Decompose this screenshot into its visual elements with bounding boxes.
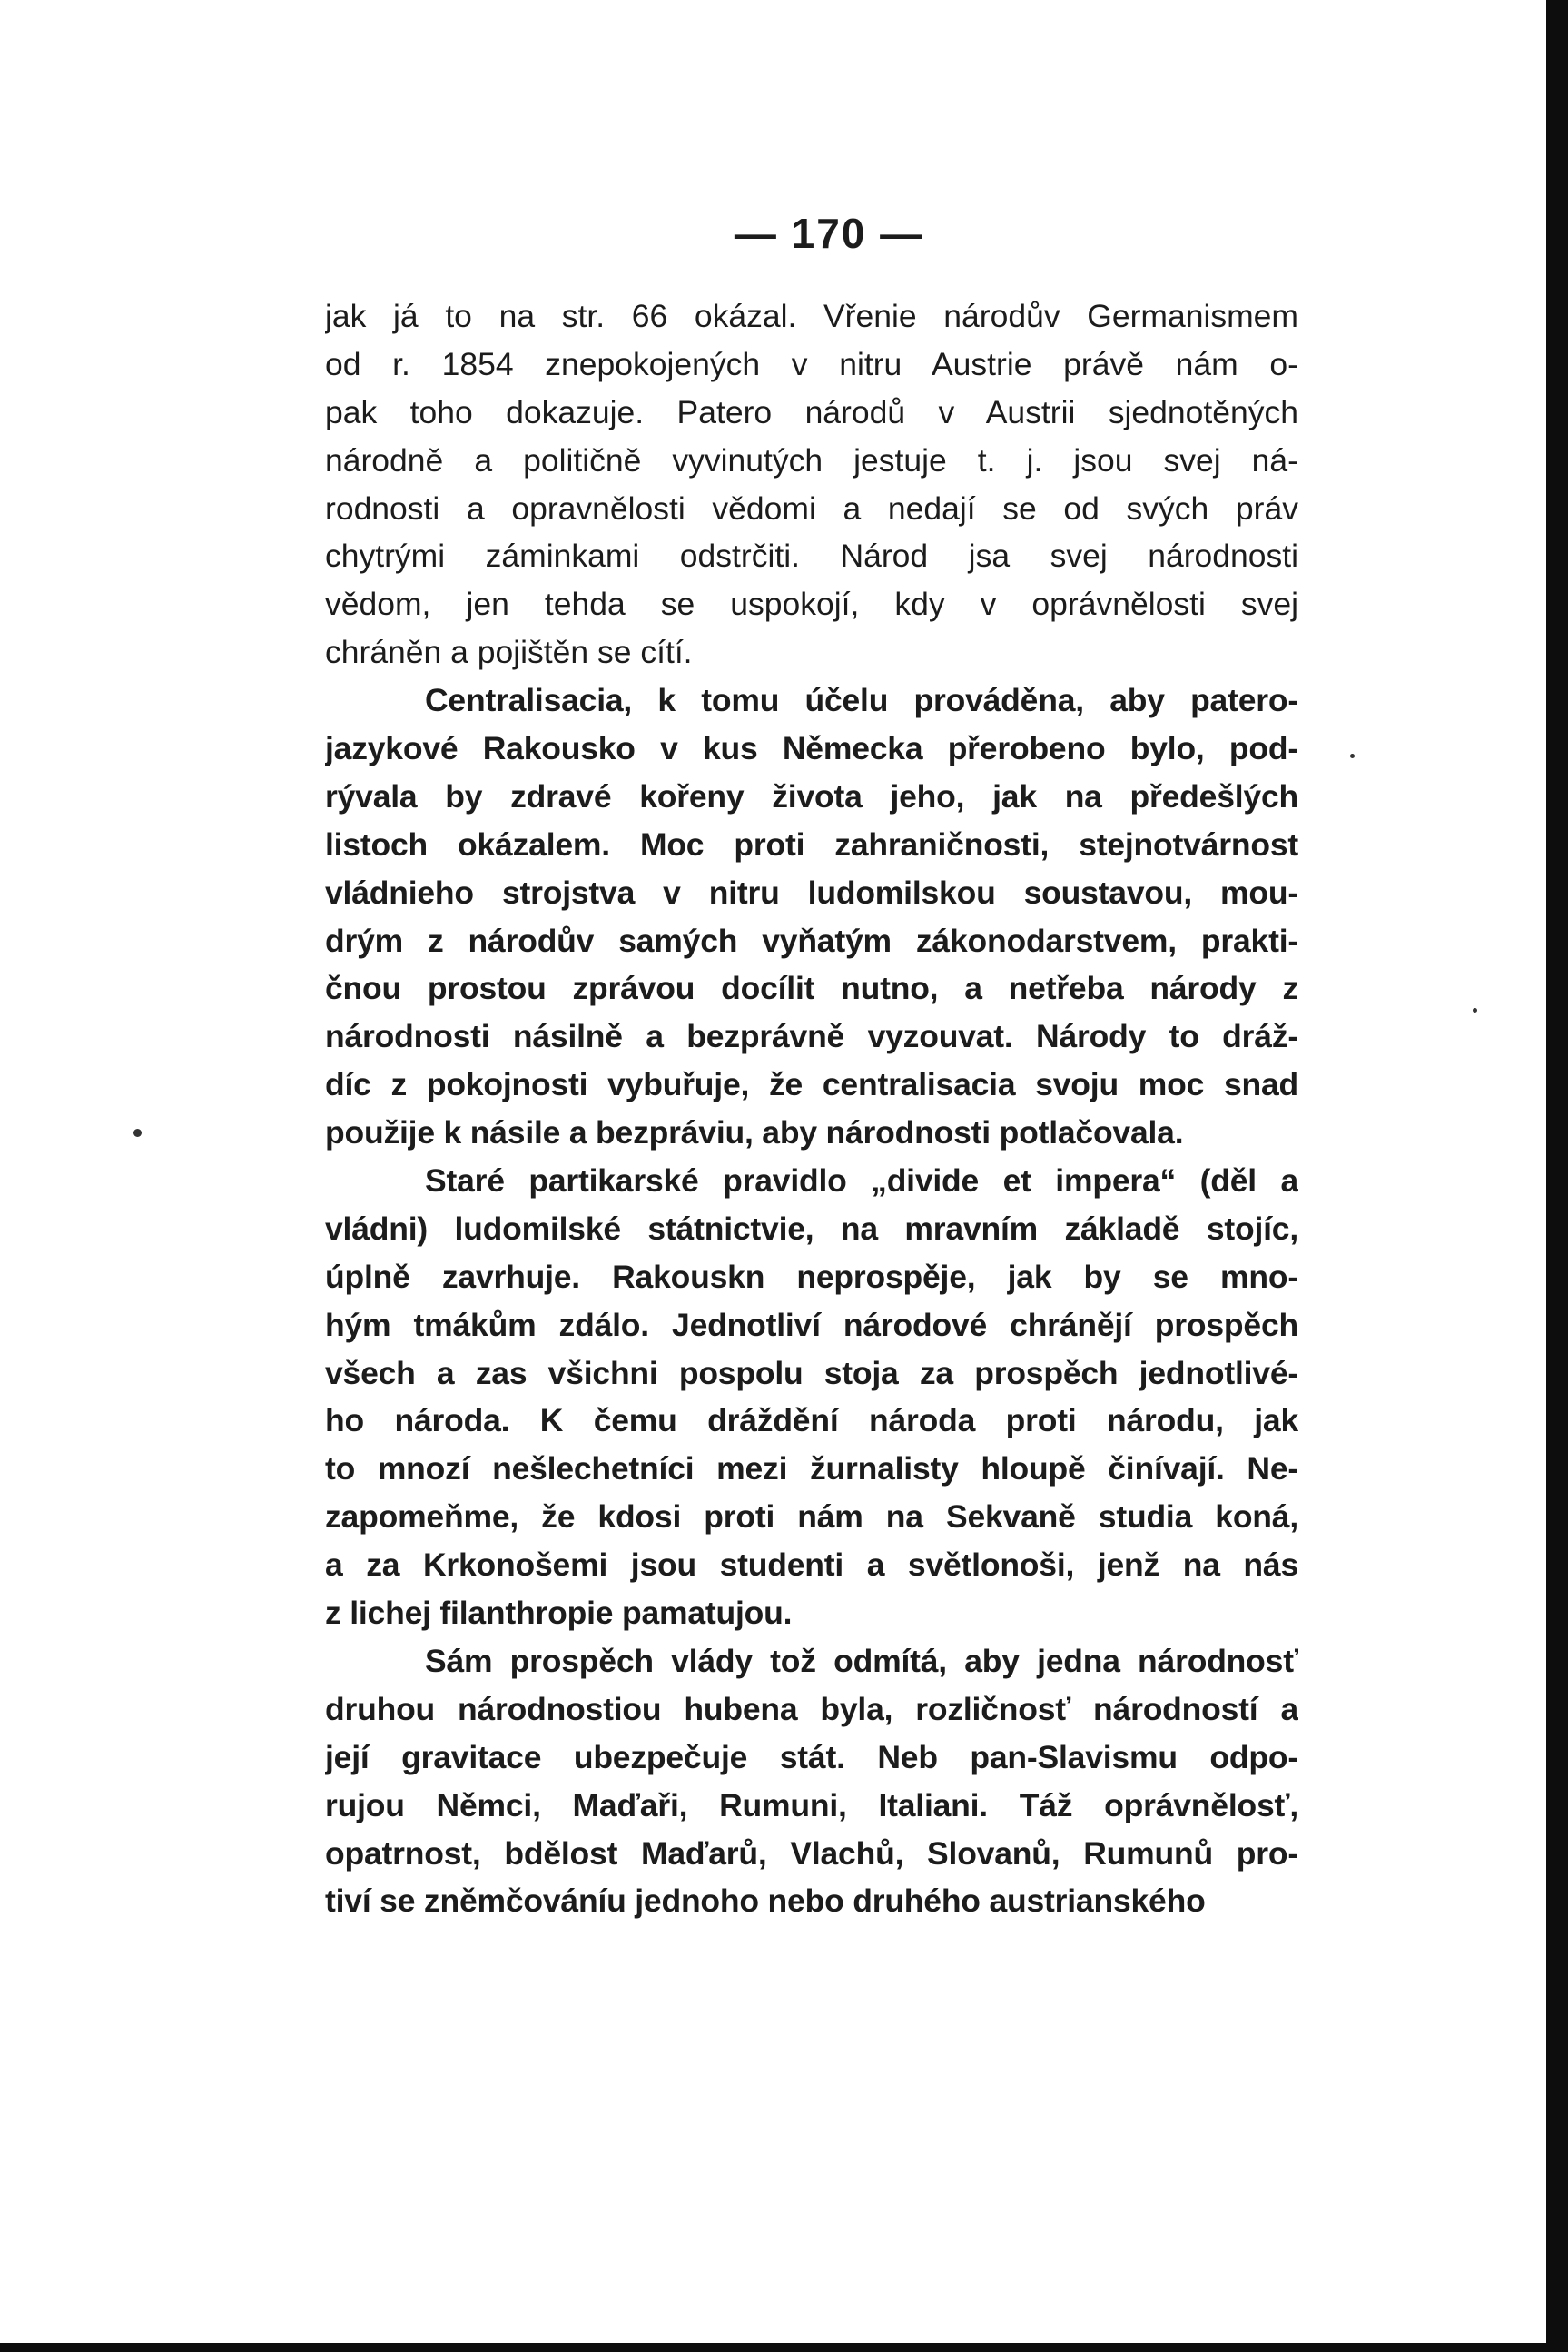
page-number: — 170 — bbox=[734, 210, 924, 257]
text-line: z lichej filanthropie pamatujou. bbox=[325, 1595, 793, 1632]
text-line: Sám prospěch vlády tož odmítá, aby jedna národnosť bbox=[425, 1642, 1298, 1679]
text-line: to mnozí nešlechetníci mezi žurnalisty hloupě činívají. Ne- bbox=[325, 1450, 1298, 1487]
text-line: použije k násile a bezpráviu, aby národnosti potlačovala. bbox=[325, 1114, 1184, 1151]
text-line: od r. 1854 znepokojených v nitru Austrie právě nám o- bbox=[325, 345, 1298, 382]
text-line: jak já to na str. 66 okázal. Vřenie národův Germanismem bbox=[325, 298, 1298, 334]
text-line: druhou národnostiou hubena byla, rozličnosť národností a bbox=[325, 1690, 1298, 1727]
text-line: národnosti násilně a bezprávně vyzouvat. Národy to dráž- bbox=[325, 1018, 1298, 1055]
speck-mark bbox=[1473, 1008, 1477, 1013]
paragraph bbox=[325, 292, 1298, 677]
text-line: jazykové Rakousko v kus Německa přerobeno bylo, pod- bbox=[325, 730, 1298, 767]
text-line: listoch okázalem. Moc proti zahraničnosti, stejnotvárnost bbox=[325, 825, 1298, 863]
body-text bbox=[325, 292, 1298, 1925]
paragraph bbox=[325, 677, 1298, 1157]
text-line: chytrými záminkami odstrčiti. Národ jsa svej národnosti bbox=[325, 538, 1298, 575]
text-line: a za Krkonošemi jsou studenti a světlonoši, jenž na nás bbox=[325, 1547, 1298, 1584]
speck-mark bbox=[133, 1129, 142, 1137]
text-line: chráněn a pojištěn se cítí. bbox=[325, 634, 693, 671]
text-line: vládni) ludomilské státnictvie, na mravním základě stojíc, bbox=[325, 1210, 1298, 1247]
text-line: její gravitace ubezpečuje stát. Neb pan-Slavismu odpo- bbox=[325, 1738, 1298, 1775]
text-line: rodnosti a opravnělosti vědomi a nedají se od svých práv bbox=[325, 489, 1298, 527]
text-line: čnou prostou zprávou docílit nutno, a netřeba národy z bbox=[325, 970, 1298, 1007]
text-line: zapomeňme, že kdosi proti nám na Sekvaně studia koná, bbox=[325, 1498, 1298, 1536]
book-page bbox=[325, 202, 1298, 1925]
text-line: všech a zas všichni pospolu stoja za prospěch jednotlivé- bbox=[325, 1354, 1298, 1391]
text-line: národně a političně vyvinutých jestuje t. j. jsou svej ná- bbox=[325, 441, 1298, 479]
speck-mark bbox=[1350, 754, 1355, 758]
text-line: úplně zavrhuje. Rakouskn neprospěje, jak by se mno- bbox=[325, 1258, 1298, 1295]
text-line: opatrnost, bdělost Maďarů, Vlachů, Slovanů, Rumunů pro- bbox=[325, 1834, 1298, 1872]
text-line: pak toho dokazuje. Patero národů v Austrii sjednotěných bbox=[325, 393, 1298, 430]
text-line: hým tmákům zdálo. Jednotliví národové chránějí prospěch bbox=[325, 1306, 1298, 1343]
paragraph bbox=[325, 1157, 1298, 1637]
text-line: tiví se zněmčováníu jednoho nebo druhého austrianského bbox=[325, 1883, 1206, 1920]
text-line: ho národa. K čemu dráždění národa proti národu, jak bbox=[325, 1402, 1298, 1439]
text-line: Staré partikarské pravidlo „divide et impera“ (děl a bbox=[425, 1162, 1298, 1200]
text-line: Centralisacia, k tomu účelu prováděna, aby patero- bbox=[425, 682, 1298, 719]
text-line: díc z pokojnosti vybuřuje, že centralisacia svoju moc snad bbox=[325, 1066, 1298, 1103]
text-line: rývala by zdravé kořeny života jeho, jak na předešlých bbox=[325, 777, 1298, 815]
scan-border-bottom bbox=[0, 2343, 1568, 2352]
text-line: vědom, jen tehda se uspokojí, kdy v oprávnělosti svej bbox=[325, 586, 1298, 623]
text-line: rujou Němci, Maďaři, Rumuni, Italiani. Táž oprávnělosť, bbox=[325, 1786, 1298, 1823]
text-line: drým z národův samých vyňatým zákonodarstvem, prakti- bbox=[325, 922, 1298, 959]
scan-border-right bbox=[1546, 0, 1568, 2352]
text-line: vládnieho strojstva v nitru ludomilskou soustavou, mou- bbox=[325, 874, 1298, 911]
paragraph bbox=[325, 1637, 1298, 1925]
